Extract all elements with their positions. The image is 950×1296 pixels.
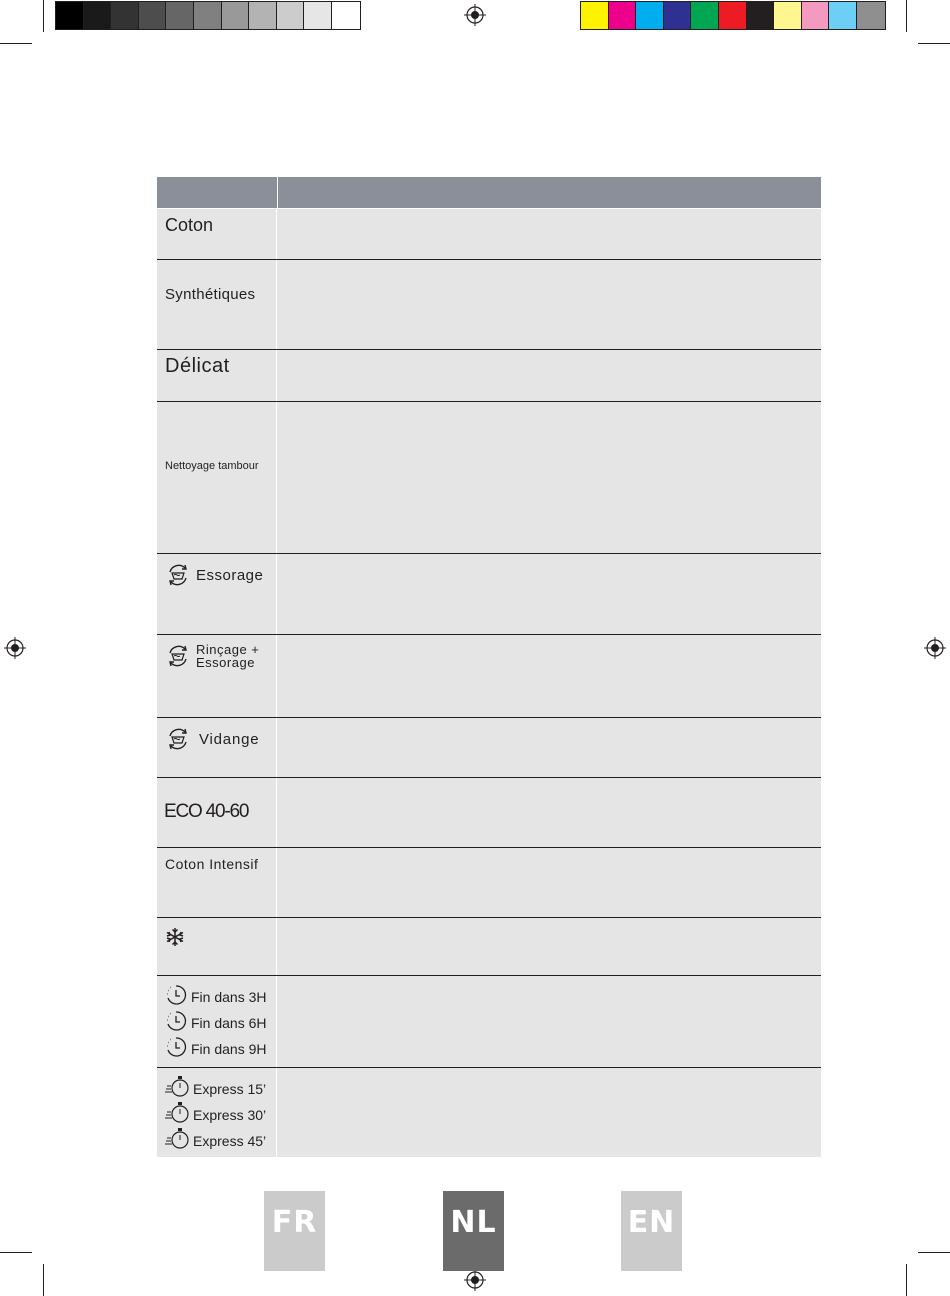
crop-mark: [906, 0, 907, 32]
table-row: [157, 917, 821, 975]
program-label-delicat: Délicat: [165, 355, 230, 377]
program-label-coton: Coton: [165, 215, 214, 235]
gray-swatch: [249, 2, 277, 29]
description-cell: [277, 918, 821, 975]
table-row: [157, 777, 821, 847]
color-swatch: [774, 2, 802, 29]
registration-mark-icon: [924, 637, 946, 659]
description-cell: [277, 554, 821, 634]
gray-swatch: [111, 2, 139, 29]
snowflake-icon: [165, 927, 185, 947]
gray-swatch: [56, 2, 84, 29]
program-cell: [157, 402, 277, 553]
program-cell: [157, 848, 277, 917]
color-swatch: [829, 2, 857, 29]
delay-timer-icon: [165, 984, 187, 1006]
program-label-essorage: Essorage: [196, 567, 264, 584]
rinse-spin-icon: [165, 643, 191, 669]
program-label-nettoyage-tambour: Nettoyage tambour: [165, 460, 259, 472]
description-cell: [277, 718, 821, 777]
express-stopwatch-icon: [165, 1126, 191, 1150]
table-row: [157, 717, 821, 777]
program-label-essorage: Essorage: [196, 655, 255, 670]
program-cell: [157, 976, 277, 1067]
color-swatch: [747, 2, 775, 29]
crop-mark: [43, 1264, 44, 1296]
description-cell: [277, 209, 821, 259]
language-tab-fr[interactable]: FR: [264, 1191, 325, 1271]
gray-swatch: [277, 2, 305, 29]
program-label-rincage: Rinçage +: [196, 642, 260, 657]
table-row: [157, 634, 821, 717]
express-stopwatch-icon: [165, 1100, 191, 1124]
table-row: [157, 259, 821, 349]
registration-mark-icon: [464, 4, 486, 26]
gray-swatch: [166, 2, 194, 29]
description-cell: [277, 848, 821, 917]
color-swatch: [581, 2, 609, 29]
program-cell: [157, 635, 277, 717]
color-swatch: [609, 2, 637, 29]
color-swatch: [664, 2, 692, 29]
program-cell: [157, 554, 277, 634]
header-program-cell: [157, 177, 278, 208]
header-description-cell: [278, 177, 821, 208]
program-label-synthetiques: Synthétiques: [165, 286, 256, 303]
gray-swatch: [332, 2, 360, 29]
color-swatch: [857, 2, 885, 29]
table-row: [157, 553, 821, 634]
description-cell: [277, 635, 821, 717]
program-table: [157, 177, 821, 1157]
description-cell: [277, 260, 821, 349]
description-cell: [277, 778, 821, 847]
crop-mark: [918, 43, 950, 44]
gray-swatch: [139, 2, 167, 29]
crop-mark: [0, 1252, 32, 1253]
process-color-bar: [580, 1, 886, 30]
language-tab-nl[interactable]: NL: [443, 1191, 504, 1271]
color-swatch: [719, 2, 747, 29]
crop-mark: [0, 43, 32, 44]
delay-label-9h: Fin dans 9H: [191, 1041, 267, 1057]
crop-mark: [918, 1252, 950, 1253]
delay-label-3h: Fin dans 3H: [191, 989, 267, 1005]
program-label-coton-intensif: Coton Intensif: [165, 856, 259, 872]
table-row: [157, 401, 821, 553]
spin-icon: [165, 562, 191, 588]
registration-mark-icon: [4, 637, 26, 659]
program-cell: [157, 209, 277, 259]
crop-mark: [43, 0, 44, 32]
color-swatch: [802, 2, 830, 29]
table-row: [157, 349, 821, 401]
program-cell: [157, 1068, 277, 1157]
express-stopwatch-icon: [165, 1074, 191, 1098]
program-cell: [157, 718, 277, 777]
gray-swatch: [304, 2, 332, 29]
gray-swatch: [194, 2, 222, 29]
table-row: [157, 847, 821, 917]
program-cell: [157, 350, 277, 401]
table-header: [157, 177, 821, 208]
description-cell: [277, 1068, 821, 1157]
description-cell: [277, 976, 821, 1067]
drain-icon: [165, 726, 191, 752]
program-cell: [157, 260, 277, 349]
express-label-30: Express 30’: [193, 1107, 267, 1123]
program-cell: [157, 918, 277, 975]
color-swatch: [636, 2, 664, 29]
gray-swatch: [222, 2, 250, 29]
delay-timer-icon: [165, 1036, 187, 1058]
table-row: [157, 1067, 821, 1157]
registration-mark-icon: [464, 1269, 486, 1291]
color-swatch: [691, 2, 719, 29]
table-row: [157, 208, 821, 259]
program-label-vidange: Vidange: [199, 731, 260, 748]
program-cell: [157, 778, 277, 847]
express-label-45: Express 45’: [193, 1133, 267, 1149]
gray-swatch: [84, 2, 112, 29]
delay-label-6h: Fin dans 6H: [191, 1015, 267, 1031]
table-row: [157, 975, 821, 1067]
description-cell: [277, 350, 821, 401]
express-label-15: Express 15’: [193, 1081, 267, 1097]
delay-timer-icon: [165, 1010, 187, 1032]
description-cell: [277, 402, 821, 553]
grayscale-color-bar: [55, 1, 361, 30]
language-tab-en[interactable]: EN: [621, 1191, 682, 1271]
crop-mark: [906, 1264, 907, 1296]
program-label-eco-40-60: ECO 40-60: [164, 801, 249, 822]
